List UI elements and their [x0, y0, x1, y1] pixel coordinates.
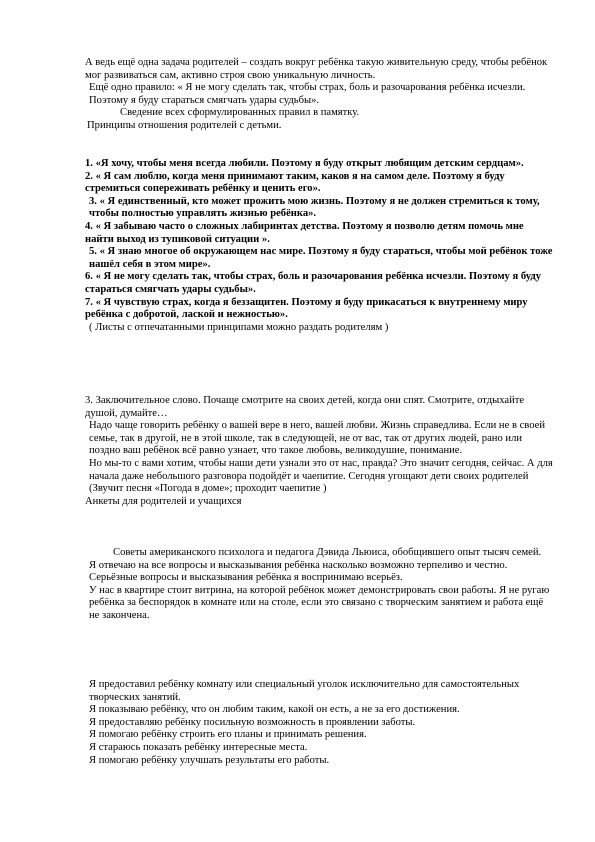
advice-intro: Советы американского психолога и педагога Дэвида Льюиса, обобщившего опыт тысяч семей.	[113, 547, 542, 558]
principle-item: 5. « Я знаю многое об окружающем нас мире. Поэтому я буду стараться, чтобы мой ребёнок тоже нашёл себя в этом мире».	[89, 246, 553, 270]
advice-paragraph: У нас в квартире стоит витрина, на которой ребёнок может демонстрировать свои работы. Я не ругаю ребёнка за беспорядок в комнате или на столе, если это связано с творческим занятием и работа ещё не закончена.	[89, 584, 550, 621]
list-item: Я помогаю ребёнку строить его планы и принимать решения.	[89, 729, 367, 741]
list-item: Я предоставил ребёнку комнату или специальный уголок исключительно для самостоятельных творческих занятий.	[89, 679, 520, 703]
questionnaire-heading: Анкеты для родителей и учащихся	[85, 495, 242, 507]
principle-item: 6. « Я не могу сделать так, чтобы страх, боль и разочарования ребёнка исчезли. Поэтому я буду стараться смягчать удары судьбы».	[85, 271, 542, 295]
closing-word: 3. Заключительное слово. Почаще смотрите на своих детей, когда они спят. Смотрите, отдыхайте душой, думайте…	[85, 395, 525, 419]
advice-paragraph: Я отвечаю на все вопросы и высказывания ребёнка насколько возможно терпеливо и честно. Серьёзные вопросы и высказывания ребёнка я воспринимаю всерьёз.	[89, 559, 508, 584]
section-3	[85, 395, 555, 508]
advice-block	[85, 547, 555, 623]
principles-heading: Принципы отношения родителей с детьми.	[87, 119, 282, 131]
principle-item: 2. « Я сам люблю, когда меня принимают таким, каков я на самом деле. Поэтому я буду стремиться сопереживать ребёнку и ценить его».	[85, 170, 505, 195]
intro-paragraph: А ведь ещё одна задача родителей – создать вокруг ребёнка такую живительную среду, чтобы ребёнок мог развиваться сам, активно строя свою уникальную личность.	[85, 57, 548, 81]
intro-block	[85, 57, 555, 133]
list-item: Я стараюсь показать ребёнку интересные места.	[89, 741, 308, 753]
advice-list	[85, 679, 555, 767]
memo-line: Сведение всех сформулированных правил в памятку.	[120, 107, 360, 119]
closing-paragraph: Но мы-то с вами хотим, чтобы наши дети узнали это от нас, правда? Это значит сегодня, сейчас. А для начала даже небольшого разговора подойдёт и чаепитие. Сегодня угощают дети своих родителей (Звучит песня «Погода в доме»; проходит чаепитие )	[89, 457, 553, 495]
rule-paragraph: Ещё одно правило: « Я не могу сделать так, чтобы страх, боль и разочарования ребёнка исчезли. Поэтому я буду стараться смягчать удары судьбы».	[89, 82, 526, 106]
principle-item: 1. «Я хочу, чтобы меня всегда любили. Поэтому я буду открыт любящим детским сердцам».	[85, 158, 524, 169]
closing-paragraph: Надо чаще говорить ребёнку о вашей вере в него, вашей любви. Жизнь справедлива. Если не в своей семье, так в другой, не в этой школе, так в следующей, не от вас, так от других людей, рано или поздно ваш ребёнок всё равно узнает, что такое любовь, великодушие, понимание.	[89, 420, 546, 457]
principle-item: 3. « Я единственный, кто может прожить мою жизнь. Поэтому я не должен стремиться к тому, чтобы полностью управлять жизнью ребёнка».	[89, 195, 540, 220]
principles-note: ( Листы с отпечатанными принципами можно раздать родителям )	[89, 321, 389, 333]
list-item: Я помогаю ребёнку улучшать результаты его работы.	[89, 754, 330, 766]
principle-item: 4. « Я забываю часто о сложных лабиринтах детства. Поэтому я позволю детям помочь мне найти выход из тупиковой ситуации ».	[85, 220, 524, 245]
principle-item: 7. « Я чувствую страх, когда я беззащитен. Поэтому я буду прикасаться к внутреннему миру ребёнка с добротой, лаской и нежностью».	[85, 296, 528, 321]
list-item: Я показываю ребёнку, что он любим таким, какой он есть, а не за его достижения.	[89, 704, 460, 716]
list-item: Я предоставляю ребёнку посильную возможность в проявлении заботы.	[89, 716, 416, 728]
principles-list	[85, 158, 555, 334]
